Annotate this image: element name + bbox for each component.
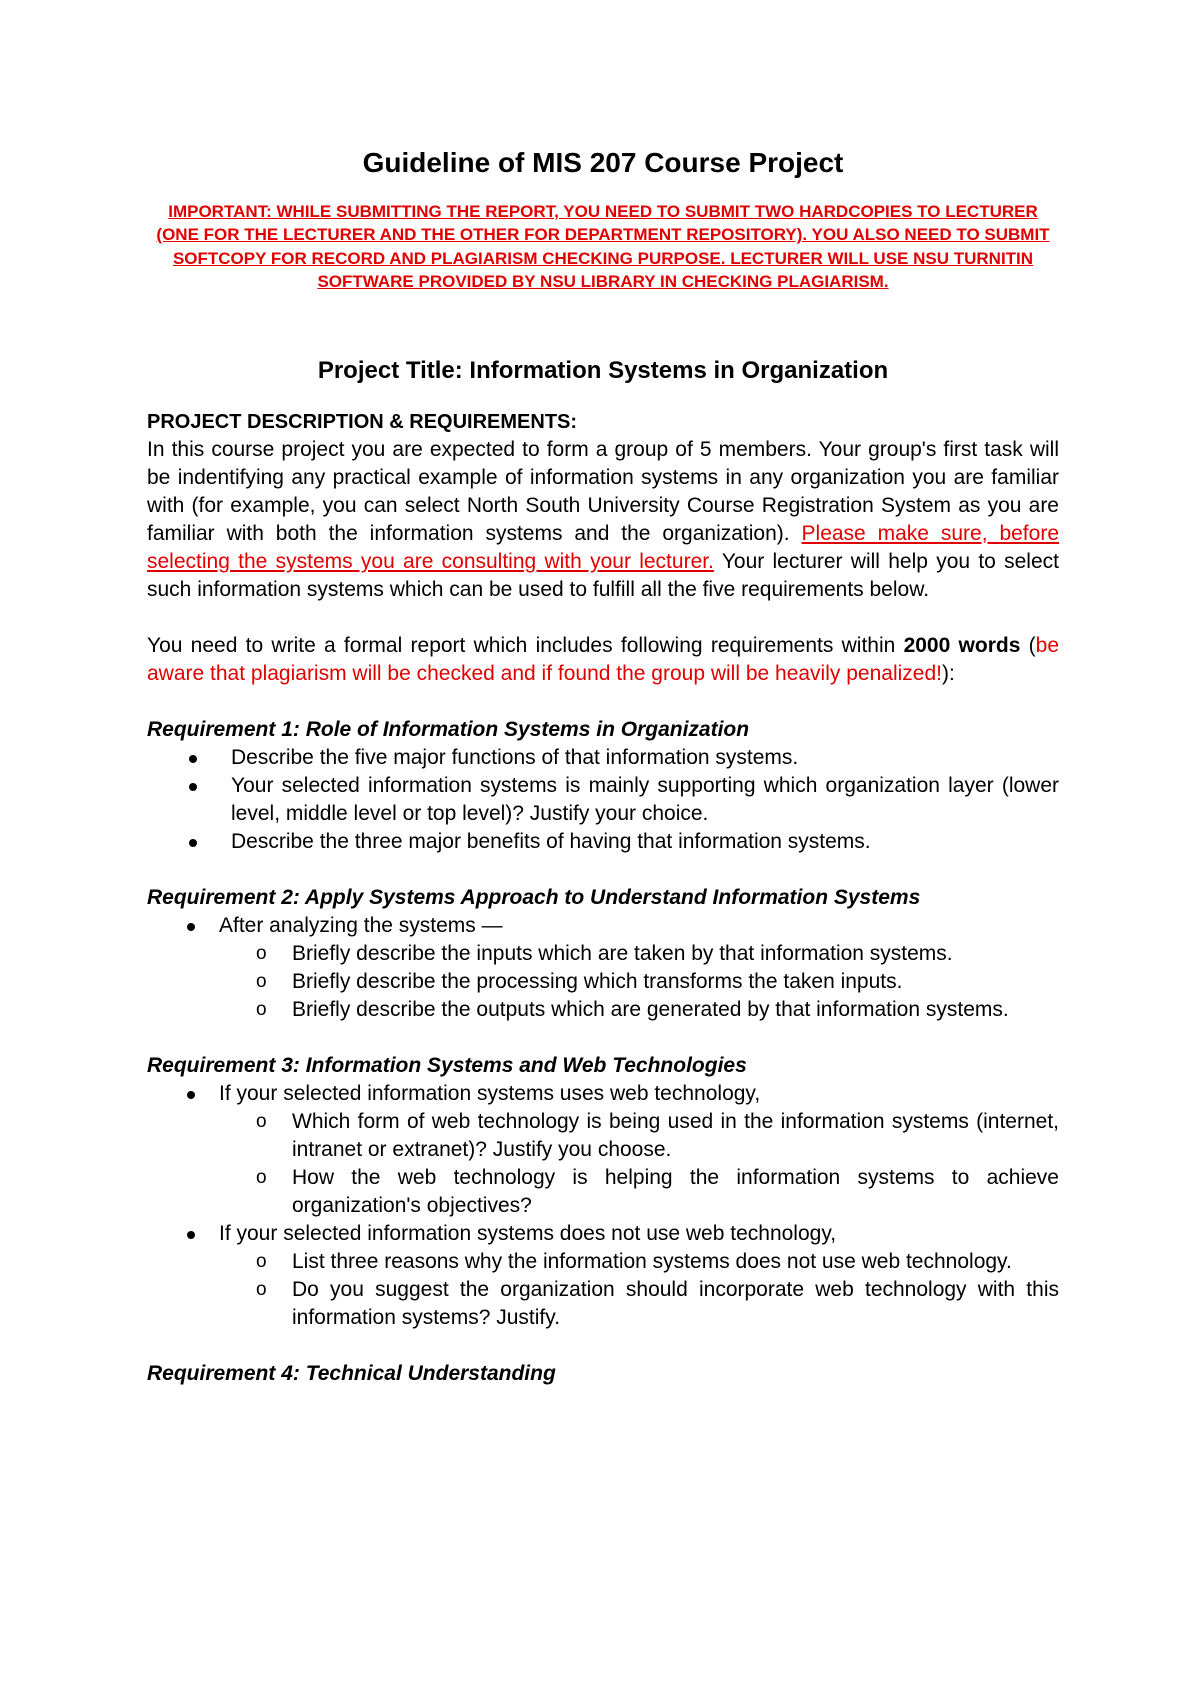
bullet-icon: [189, 783, 197, 791]
sub-bullet-icon: o: [256, 1110, 267, 1132]
bullet-icon: [187, 1091, 195, 1099]
sub-bullet-icon: o: [256, 1166, 267, 1188]
list-item: [147, 1080, 1059, 1108]
description-text: In this course project you are expected to form a group of 5 members. Your group's first task will be indentifying any practical example of information systems in any organization you are familiar with (for example, you can select North South University Course Registration System as you are familiar with both the information systems and the organization).: [147, 437, 1059, 545]
requirement-4-heading: Requirement 4: Technical Understanding: [147, 1361, 556, 1385]
plagiarism-warning: be aware that plagiarism will be checked and if found the group will be heavily penalized!: [147, 633, 1059, 685]
description-text: (: [1020, 633, 1036, 657]
requirement-2-list: [147, 912, 1059, 1024]
project-title: Project Title: Information Systems in Organization: [317, 356, 889, 384]
word-limit: 2000 words: [903, 633, 1021, 657]
list-item: [147, 772, 1059, 828]
bullet-icon: [187, 1231, 195, 1239]
requirement-3-list: [147, 1080, 1059, 1332]
sub-bullet-icon: o: [256, 1278, 267, 1300]
list-item-text: If your selected information systems does not use web technology,: [219, 1221, 837, 1245]
list-item-text: Describe the five major functions of that information systems.: [231, 745, 799, 769]
sub-bullet-icon: o: [256, 970, 267, 992]
list-item: [147, 912, 1059, 940]
bullet-icon: [189, 755, 197, 763]
list-item: [147, 744, 1059, 772]
bullet-icon: [187, 923, 195, 931]
list-item-text: Describe the three major benefits of having that information systems.: [231, 829, 871, 853]
list-item: [147, 1220, 1059, 1248]
description-text: ):: [941, 661, 955, 685]
list-item-text: Briefly describe the processing which transforms the taken inputs.: [292, 969, 903, 993]
list-item-text: Briefly describe the outputs which are generated by that information systems.: [292, 997, 1009, 1021]
requirement-1-list: [147, 744, 1059, 856]
list-item-text: List three reasons why the information systems does not use web technology.: [292, 1249, 1012, 1273]
consult-lecturer-note: Please make sure, before selecting the systems you are consulting with your lecturer.: [147, 521, 1059, 573]
document-content: [147, 145, 1059, 1388]
sub-list-item: [147, 996, 1059, 1024]
description-text: Your lecturer will help you to select such information systems which can be used to fulfill all the five requirements below.: [147, 549, 1059, 601]
sub-bullet-icon: o: [256, 942, 267, 964]
sub-bullet-icon: o: [256, 998, 267, 1020]
sub-list-item: [147, 968, 1059, 996]
description-heading: PROJECT DESCRIPTION & REQUIREMENTS:: [147, 410, 578, 433]
description-text: You need to write a formal report which includes following requirements within: [147, 633, 904, 657]
list-item-text: Which form of web technology is being used in the information systems (internet, intranet or extranet)? Justify you choose.: [292, 1109, 1059, 1161]
list-item-text: Your selected information systems is mainly supporting which organization layer (lower level, middle level or top level)? Justify your choice.: [231, 773, 1059, 825]
description-paragraph-1: [147, 436, 1059, 604]
sub-list-item: [147, 1276, 1059, 1332]
list-item-text: If your selected information systems uses web technology,: [219, 1081, 761, 1105]
list-item-text: After analyzing the systems —: [219, 913, 503, 937]
sub-list-item: [147, 1108, 1059, 1164]
list-item-text: Briefly describe the inputs which are taken by that information systems.: [292, 941, 953, 965]
sub-list-item: [147, 1164, 1059, 1220]
important-notice: IMPORTANT: WHILE SUBMITTING THE REPORT, YOU NEED TO SUBMIT TWO HARDCOPIES TO LECTURER (ONE FOR THE LECTURER AND THE OTHER FOR DEPARTMENT REPOSITORY). YOU ALSO NEED TO SUBMIT SOFTCOPY FOR RECORD AND PLAGIARISM CHECKING PURPOSE. LECTURER WILL USE NSU TURNITIN SOFTWARE PROVIDED BY NSU LIBRARY IN CHECKING PLAGIARISM.: [156, 202, 1050, 292]
sub-list-item: [147, 940, 1059, 968]
list-item-text: How the web technology is helping the information systems to achieve organization's objectives?: [292, 1165, 1059, 1217]
list-item: [147, 828, 1059, 856]
description-paragraph-2: [147, 632, 1059, 688]
bullet-icon: [189, 839, 197, 847]
sub-bullet-icon: o: [256, 1250, 267, 1272]
requirement-2-heading: Requirement 2: Apply Systems Approach to Understand Information Systems: [147, 885, 921, 909]
list-item-text: Do you suggest the organization should incorporate web technology with this information systems? Justify.: [292, 1277, 1059, 1329]
requirement-3-heading: Requirement 3: Information Systems and Web Technologies: [147, 1053, 747, 1077]
requirement-1-heading: Requirement 1: Role of Information Systems in Organization: [147, 717, 750, 741]
sub-list-item: [147, 1248, 1059, 1276]
document-title: Guideline of MIS 207 Course Project: [362, 147, 844, 178]
